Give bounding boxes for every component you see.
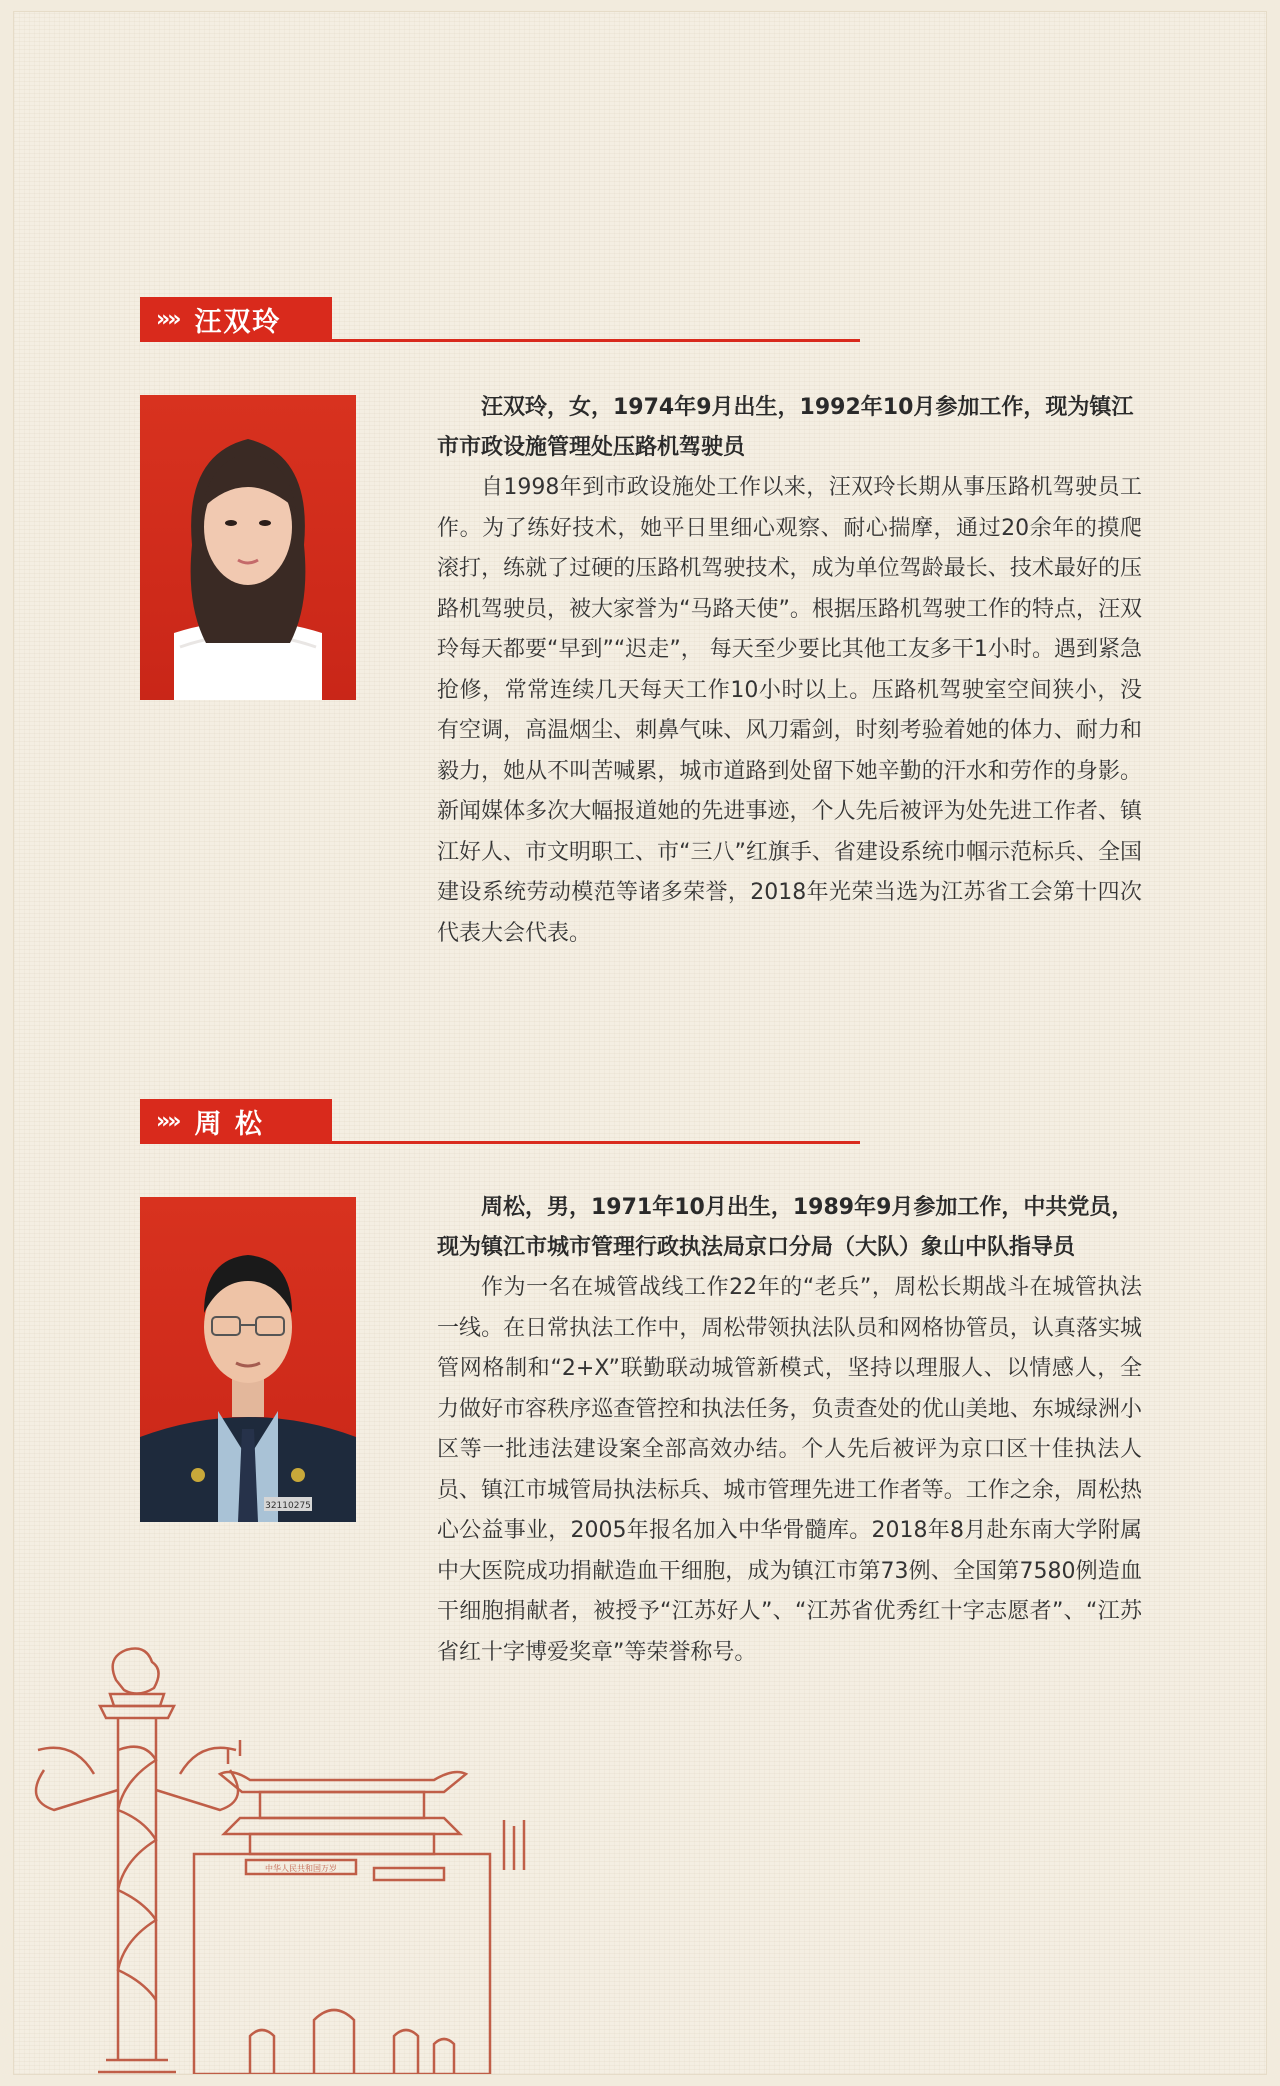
gate-sign: 中华人民共和国万岁 [265, 1864, 337, 1873]
person-name: 汪双玲 [194, 306, 282, 338]
decorative-illustration [14, 1640, 574, 2074]
name-tab [140, 1099, 332, 1143]
male-uniform-portrait-icon [140, 1197, 356, 1522]
header-rule [140, 339, 860, 342]
bio-lead: 周松，男，1971年10月出生，1989年9月参加工作，中共党员，现为镇江市城市管理行政执法局京口分局（大队）象山中队指导员 [437, 1195, 1134, 1260]
section-header-1 [140, 297, 860, 345]
double-chevron-icon: »» [156, 306, 179, 332]
badge-number: 32110275 [265, 1501, 311, 1511]
bio-body: 作为一名在城管战线工作22年的“老兵”，周松长期战斗在城管执法一线。在日常执法工作中，周松带领执法队员和网格协管员，认真落实城管网格制和“2+X”联勤联动城管新模式，坚持以理服人、以情感人，全力做好市容秩序巡查管控和执法任务，负责查处的优山美地、东城绿洲小区等一批违法建设案全部高效办结。个人先后被评为京口区十佳执法人员、镇江市城管局执法标兵、城市管理先进工作者等。工作之余，周松热心公益事业，2005年报名加入中华骨髓库。2018年8月赴东南大学附属中大医院成功捐献造血干细胞，成为镇江市第73例、全国第7580例造血干细胞捐献者，被授予“江苏好人”、“江苏省优秀红十字志愿者”、“江苏省红十字博爱奖章”等荣誉称号。 [437, 1275, 1142, 1665]
bio-body: 自1998年到市政设施处工作以来，汪双玲长期从事压路机驾驶员工作。为了练好技术，她平日里细心观察、耐心揣摩，通过20余年的摸爬滚打，练就了过硬的压路机驾驶技术，成为单位驾龄最长、技术最好的压路机驾驶员，被大家誉为“马路天使”。根据压路机驾驶工作的特点，汪双玲每天都要“早到”“迟走”， 每天至少要比其他工友多干1小时。遇到紧急抢修，常常连续几天每天工作10小时以上。压路机驾驶室空间狭小，没有空调，高温烟尘、刺鼻气味、风刀霜剑，时刻考验着她的体力、耐力和毅力，她从不叫苦喊累，城市道路到处留下她辛勤的汗水和劳作的身影。新闻媒体多次大幅报道她的先进事迹，个人先后被评为处先进工作者、镇江好人、市文明职工、市“三八”红旗手、省建设系统巾帼示范标兵、全国建设系统劳动模范等诸多荣誉，2018年光荣当选为江苏省工会第十四次代表大会代表。 [437, 475, 1142, 946]
section-header-2 [140, 1099, 860, 1147]
bio-text-2 [437, 1188, 1142, 1673]
header-rule [140, 1141, 860, 1144]
double-chevron-icon: »» [156, 1108, 179, 1134]
portrait-photo [140, 395, 356, 700]
person-name: 周 松 [194, 1108, 264, 1140]
name-tab [140, 297, 332, 341]
bio-lead: 汪双玲，女，1974年9月出生，1992年10月参加工作，现为镇江市市政设施管理处压路机驾驶员 [437, 395, 1134, 460]
female-portrait-icon [140, 395, 356, 700]
portrait-photo [140, 1197, 356, 1522]
bio-text-1 [437, 388, 1142, 954]
huabiao-tiananmen-illustration [14, 1640, 574, 2074]
